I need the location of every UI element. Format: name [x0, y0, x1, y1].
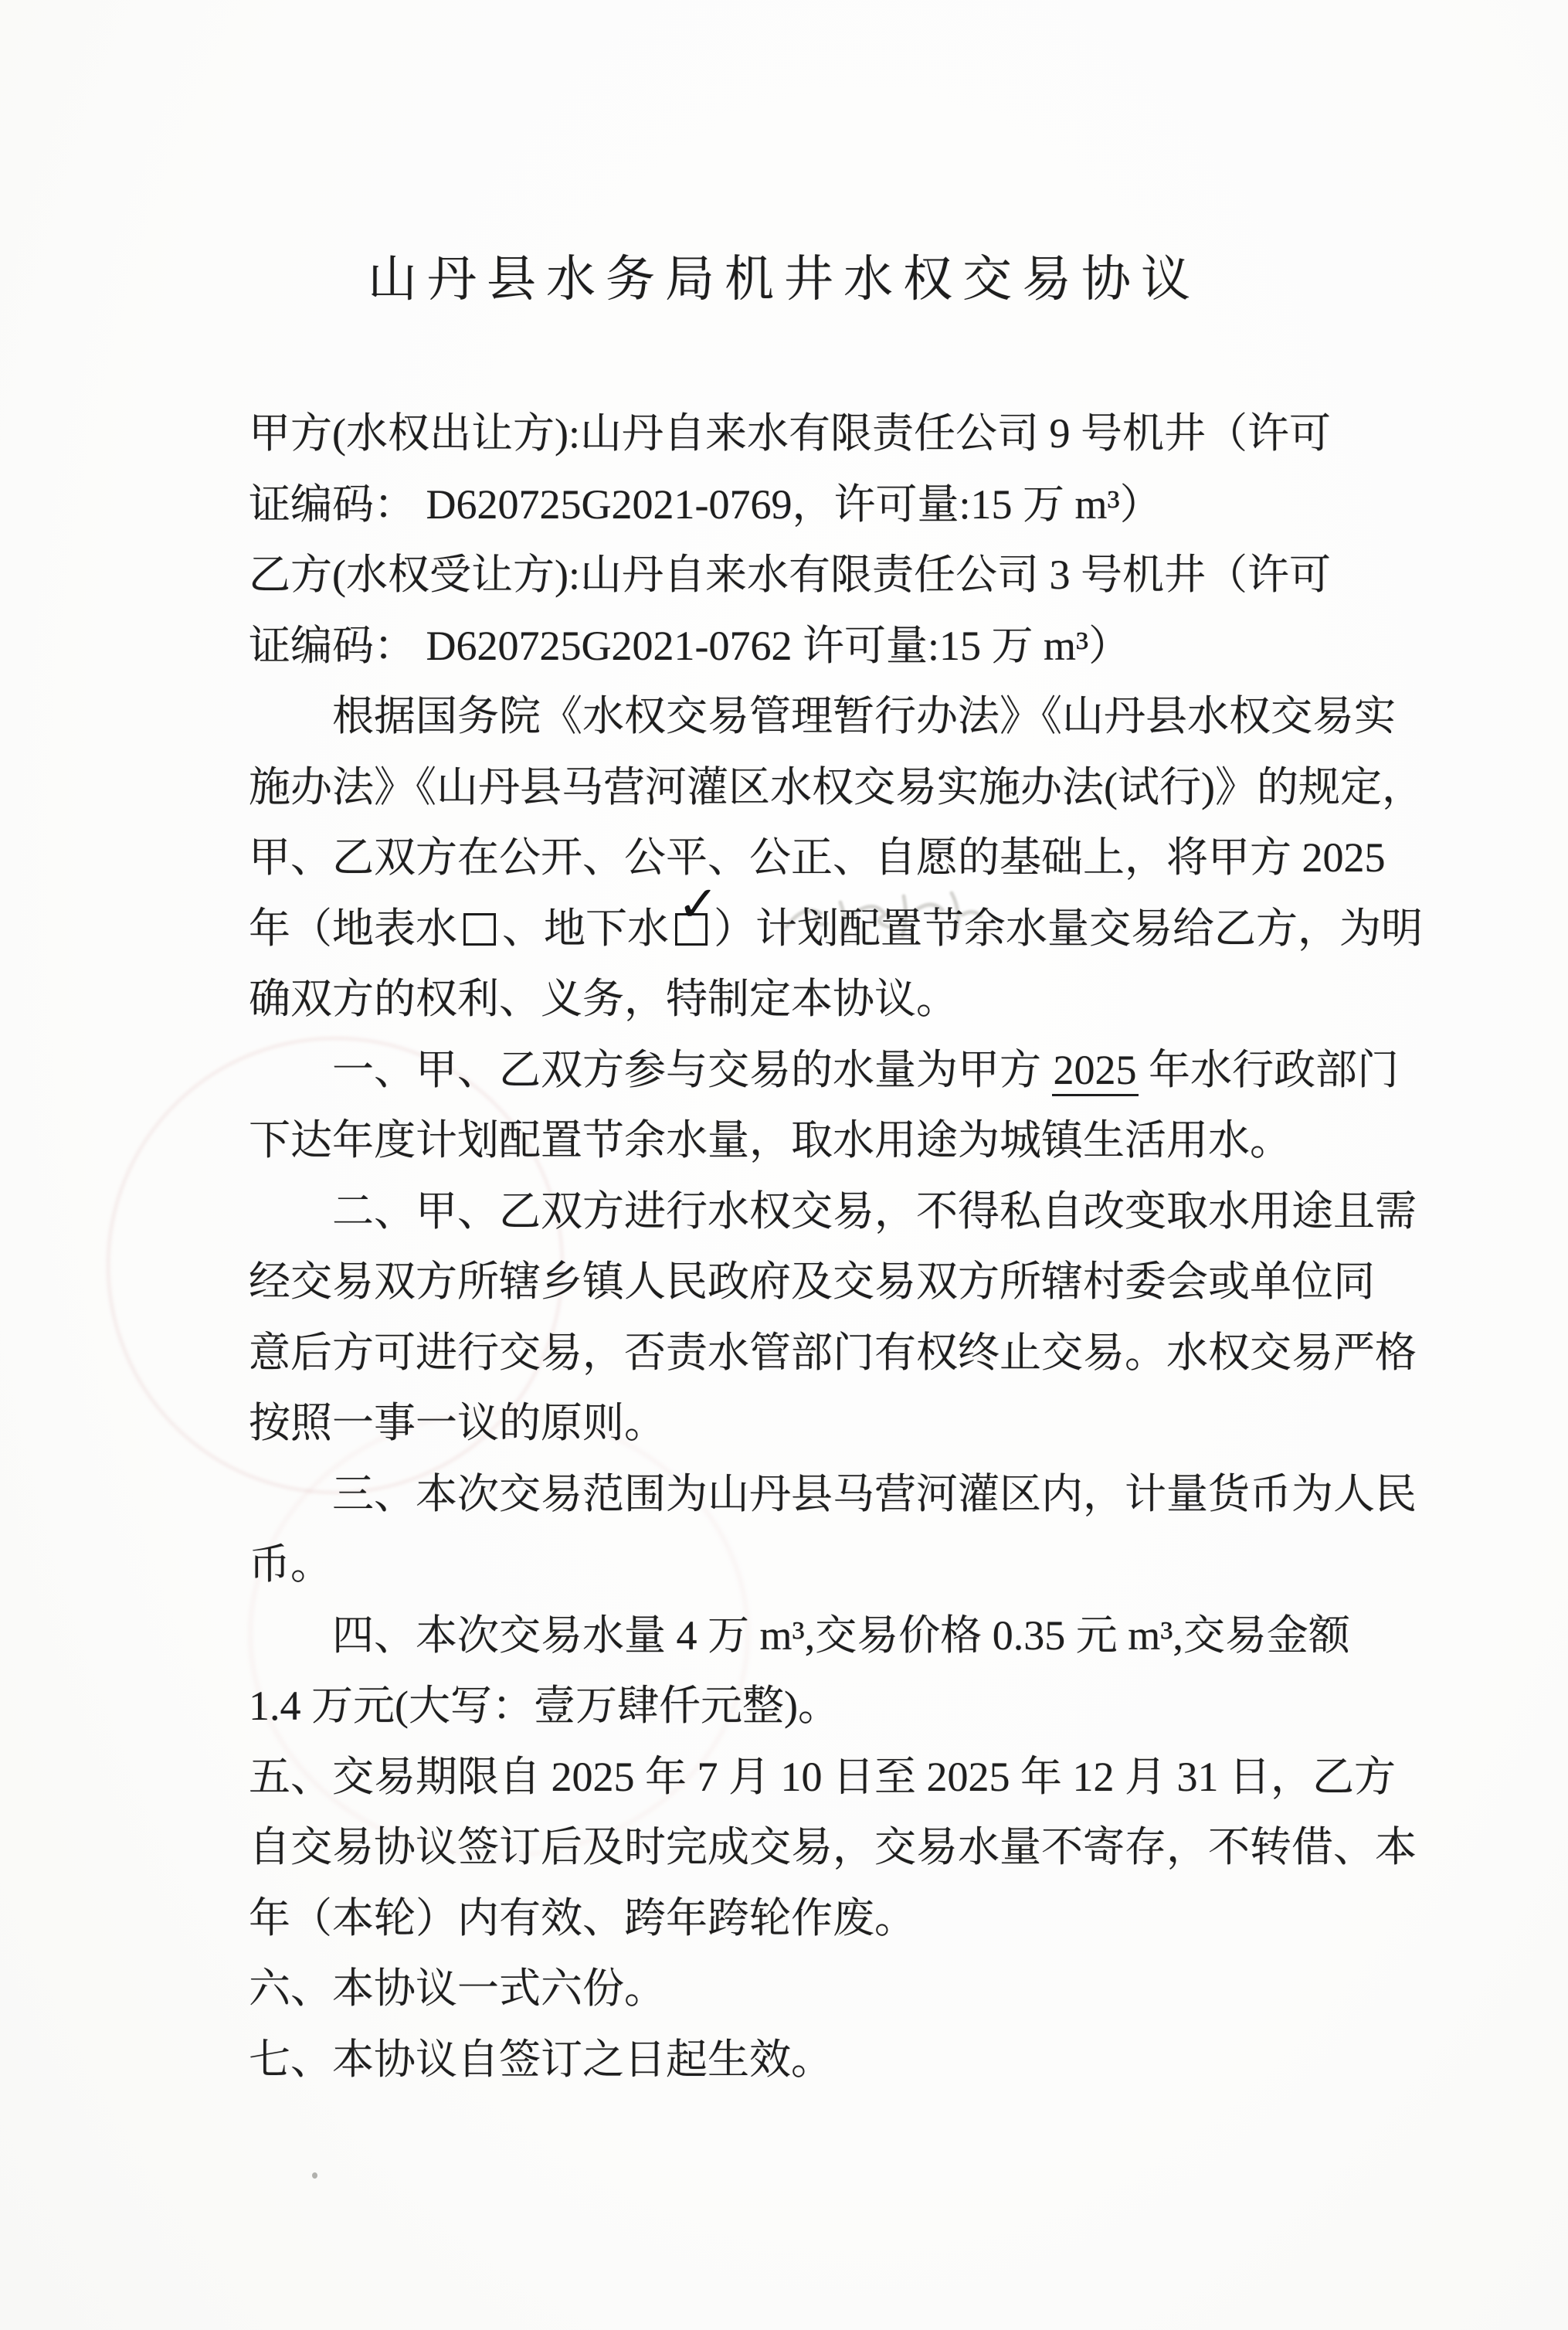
doc-line-clause-1-cont: 下达年度计划配置节余水量，取水用途为城镇生活用水。 [249, 1117, 1291, 1163]
doc-line-preamble-1: 根据国务院《水权交易管理暂行办法》《山丹县水权交易实 [332, 693, 1396, 739]
doc-line-party-a: 甲方(水权出让方):山丹自来水有限责任公司 9 号机井（许可 [249, 410, 1331, 457]
doc-line-clause-2-cont-3: 按照一事一议的原则。 [249, 1400, 666, 1446]
checkbox-line-before: 年（地表水 [249, 905, 457, 952]
doc-line-party-b-permit: 证编码： D620725G2021-0762 许可量:15 万 m³） [249, 622, 1131, 669]
doc-line-clause-4: 四、本次交易水量 4 万 m³,交易价格 0.35 元 m³,交易金额 [332, 1612, 1350, 1659]
clause-1-after: 年水行政部门 [1138, 1046, 1399, 1093]
document-title: 山丹县水务局机井水权交易协议 [368, 252, 1200, 307]
check-mark-icon: ✓ [677, 875, 719, 933]
doc-line-clause-1 [249, 1035, 1407, 1106]
checkbox-line-mid: 、地下水 [502, 905, 669, 952]
doc-line-party-b: 乙方(水权受让方):山丹自来水有限责任公司 3 号机井（许可 [249, 552, 1331, 598]
doc-line-preamble-3: 甲、乙双方在公开、公平、公正、自愿的基础上，将甲方 2025 [249, 834, 1386, 881]
clause-1-before: 一、甲、乙双方参与交易的水量为甲方 [332, 1046, 1052, 1093]
doc-line-preamble-2: 施办法》《山丹县马营河灌区水权交易实施办法(试行)》的规定， [249, 763, 1424, 810]
doc-line-clause-5-cont-2: 年（本轮）内有效、跨年跨轮作废。 [249, 1894, 916, 1941]
doc-line-clause-2-cont-1: 经交易双方所辖乡镇人民政府及交易双方所辖村委会或单位同 [249, 1258, 1375, 1305]
doc-line-clause-3-cont: 币。 [249, 1541, 332, 1588]
doc-line-preamble-4: 确双方的权利、义务，特制定本协议。 [249, 976, 958, 1022]
doc-line-water-type-checkboxes [249, 875, 1423, 965]
surface-water-checkbox [463, 913, 496, 946]
checkbox-line-after: ）计划配置节余水量交易给乙方，为明 [714, 905, 1423, 952]
doc-line-clause-7: 七、本协议自签订之日起生效。 [249, 2036, 833, 2083]
document-body [249, 399, 1424, 2095]
doc-line-clause-3: 三、本次交易范围为山丹县马营河灌区内，计量货币为人民 [332, 1470, 1417, 1517]
underlined-year: 2025 [1052, 1047, 1139, 1096]
doc-line-clause-2-cont-2: 意后方可进行交易，否责水管部门有权终止交易。水权交易严格 [249, 1329, 1417, 1376]
doc-line-clause-5: 五、交易期限自 2025 年 7 月 10 日至 2025 年 12 月 31 日，乙方 [249, 1753, 1396, 1800]
doc-line-clause-5-cont-1: 自交易协议签订后及时完成交易，交易水量不寄存，不转借、本 [249, 1824, 1417, 1870]
doc-line-party-a-permit: 证编码： D620725G2021-0769，许可量:15 万 m³） [249, 481, 1162, 528]
scan-speck-artifact [312, 2172, 317, 2179]
doc-line-clause-6: 六、本协议一式六份。 [249, 1965, 666, 2012]
groundwater-checkbox [675, 875, 719, 946]
doc-line-clause-2: 二、甲、乙双方进行水权交易，不得私自改变取水用途且需 [332, 1187, 1417, 1235]
doc-line-clause-4-cont: 1.4 万元(大写：壹万肆仟元整)。 [249, 1683, 840, 1729]
